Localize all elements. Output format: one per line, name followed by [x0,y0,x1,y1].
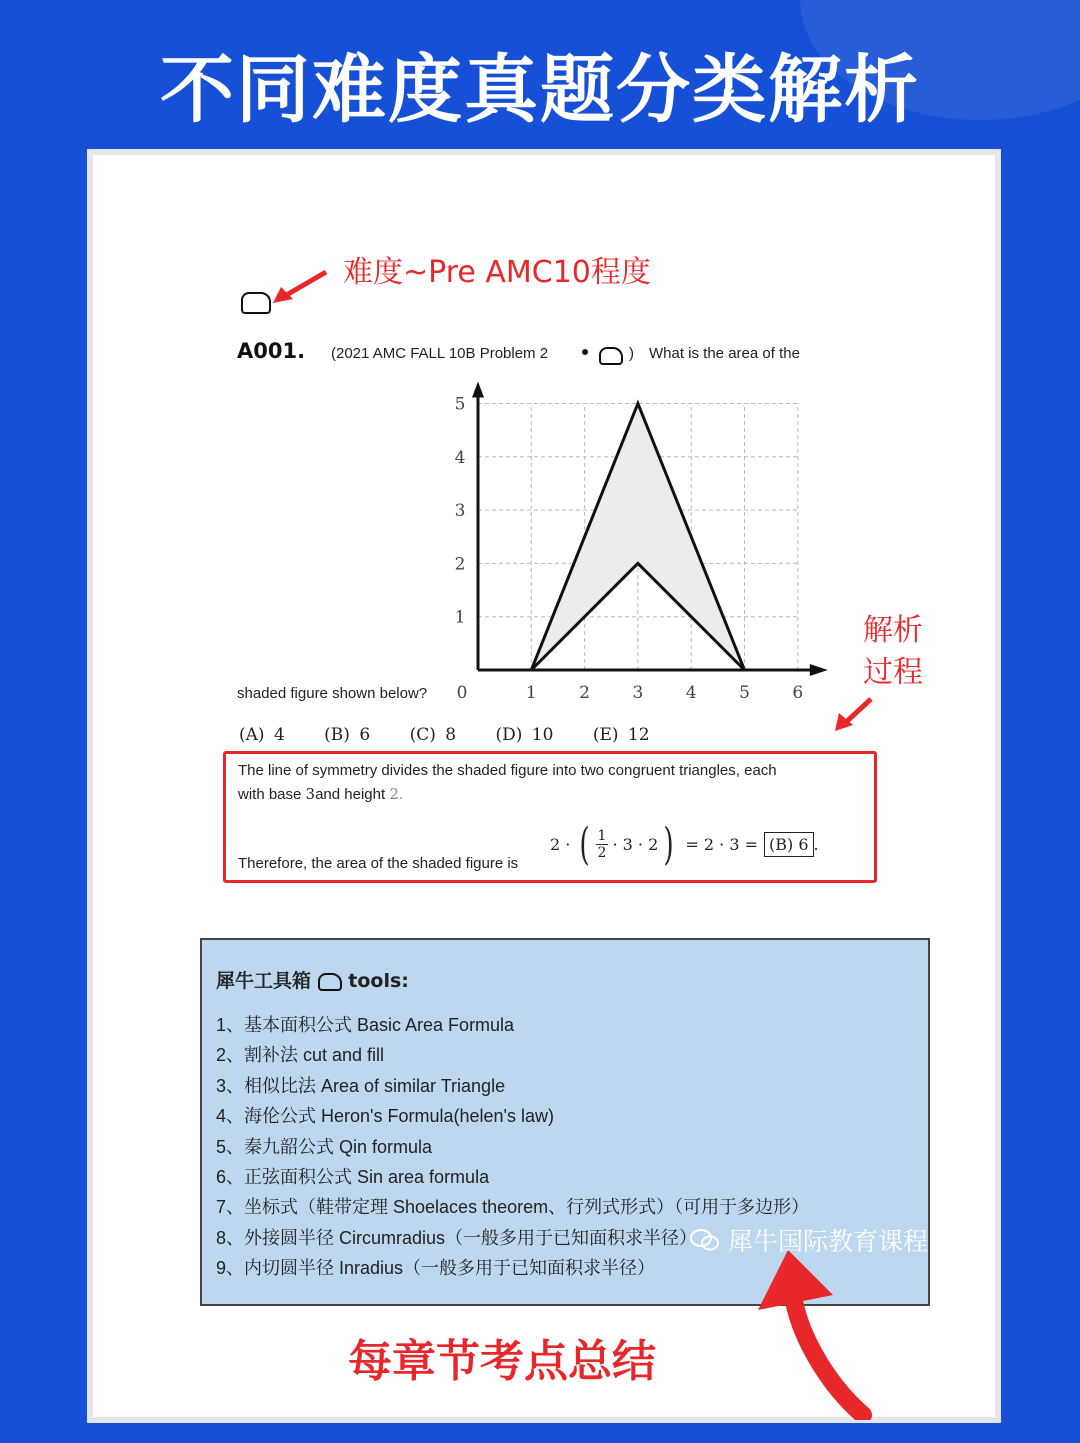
list-item: 3、相似比法 Area of similar Triangle [216,1075,506,1096]
answer-choices [239,725,680,745]
list-item: 9、内切圆半径 Inradius（一般多用于已知面积求半径） [216,1258,656,1279]
tools-title-prefix: 犀牛工具箱 [216,970,312,992]
solution-formula [550,816,819,872]
solution-line2-prefix: with base [238,786,302,803]
page-title: 不同难度真题分类解析 [160,47,920,133]
x-tick-label: 6 [792,683,804,700]
y-tick-label: 3 [454,501,466,522]
big-arrow-icon [743,1250,873,1420]
question-source-close: ) [629,345,634,362]
list-item: 7、坐标式（鞋带定理 Shoelaces theorem、行列式形式）（可用于多边形） [216,1197,810,1218]
x-tick-label: 3 [632,683,644,700]
tools-title [216,966,409,993]
solution-line2-mid: and height [315,786,386,803]
fraction-numerator: 1 [597,827,607,844]
tools-title-suffix: tools: [348,970,409,992]
formula-left: 2 · [550,834,571,854]
solution-height: 2 [389,785,399,803]
y-axis-arrow [472,382,484,398]
arrow-icon [271,267,331,307]
solution-line1: The line of symmetry divides the shaded figure into two congruent triangles, each [238,762,777,779]
x-tick-label: 5 [739,683,750,700]
rhino-source-icon [599,347,623,365]
formula-end: . [813,834,819,854]
rhino-difficulty-icon [241,292,271,314]
choice-e: (E) 12 [592,725,650,745]
question-text-continued: shaded figure shown below? [237,685,428,702]
list-item: 2、割补法 cut and fill [216,1045,385,1066]
question-text: What is the area of the [649,345,800,362]
list-item: 6、正弦面积公式 Sin area formula [216,1166,490,1187]
wechat-icon [690,1228,720,1252]
choice-c: (C) 8 [409,725,457,745]
x-tick-label: 4 [685,683,697,700]
list-item: 8、外接圆半径 Circumradius（一般多用于已知面积求半径） [216,1227,698,1248]
formula-fraction [596,828,609,861]
analysis-label-line1: 解析 [863,613,923,648]
rhino-tools-icon [318,973,342,991]
solution-base: 3 [305,785,316,803]
formula-mid: · 3 · 2 [612,834,659,854]
list-item: 4、海伦公式 Heron's Formula(helen's law) [216,1106,554,1127]
analysis-label [863,610,923,694]
x-tick-label: 0 [456,683,468,700]
summary-label: 每章节考点总结 [348,1336,656,1387]
x-axis-arrow [810,664,828,676]
triangle-chart [443,380,833,700]
difficulty-label: 难度~Pre AMC10程度 [343,255,651,290]
y-tick-label: 4 [454,447,466,468]
solution-line2 [238,785,403,803]
footer-account [690,1222,928,1258]
question-source: (2021 AMC FALL 10B Problem 2 [331,345,549,362]
bullet-dot [582,349,588,355]
choice-b: (B) 6 [324,725,371,745]
answer-box: (B) 6 [764,832,814,857]
solution-line2-suffix: . [398,786,404,803]
solution-therefore: Therefore, the area of the shaded figure is [238,855,519,872]
y-tick-label: 1 [454,607,466,628]
choice-d: (D) 10 [495,725,554,745]
fraction-denominator: 2 [597,844,607,861]
shaded-figure [531,404,744,671]
choice-a: (A) 4 [239,725,285,745]
formula-right: = 2 · 3 = [685,834,759,854]
formula-paren-open: ( [579,818,591,870]
analysis-arrow-icon [831,695,877,735]
y-tick-label: 5 [454,394,466,415]
question-number: A001. [237,339,306,363]
formula-paren-close: ) [663,818,674,870]
solution-box [223,751,877,883]
list-item: 5、秦九韶公式 Qin formula [216,1136,433,1157]
analysis-label-line2: 过程 [863,655,923,690]
x-tick-label: 2 [579,683,591,700]
footer-account-name: 犀牛国际教育课程 [728,1227,929,1256]
y-tick-label: 2 [454,554,466,575]
list-item: 1、基本面积公式 Basic Area Formula [216,1015,515,1035]
x-tick-label: 1 [525,683,537,700]
